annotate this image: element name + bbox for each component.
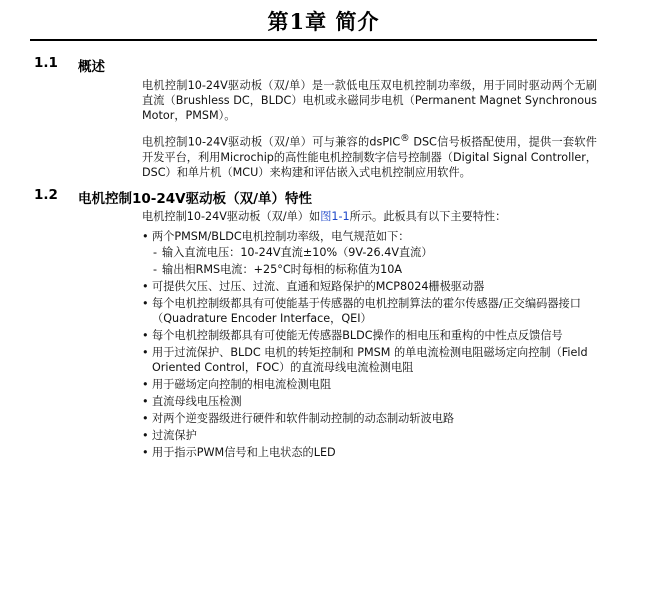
intro-text-1: 电机控制10-24V驱动板（双/单）如 [142,210,321,223]
features-intro [142,209,597,224]
sub-list-item: - 输入直流电压：10-24V直流±10%（9V-26.4V直流） [152,245,597,260]
sub-list-item: - 输出相RMS电流：+25°C时每相的标称值为10A [152,262,597,277]
overview-paragraph-1: 电机控制10-24V驱动板（双/单）是一款低电压双电机控制功率级，用于同时驱动两个无刷直流（Brushless DC，BLDC）电机或永磁同步电机（Permanent Magnet Synchronous Motor，PMSM）。 [142,79,597,122]
p2-text-1: 电机控制10-24V驱动板（双/单）可与兼容的dsPIC [142,135,401,149]
figure-link[interactable]: 图1-1 [320,210,350,223]
intro-text-2: 所示。此板具有以下主要特性： [349,210,507,223]
list-item: • 直流母线电压检测 [142,394,597,409]
section-1-1-body [142,78,597,188]
section-title: 概述 [78,59,105,75]
chapter-title: 第1章 简介 [267,9,380,34]
overview-paragraph-2 [142,131,597,180]
feature-text: 两个PMSM/BLDC电机控制功率级，电气规范如下： [152,230,410,243]
section-1-2-body [142,209,597,462]
list-item: • 可提供欠压、过压、过流、直通和短路保护的MCP8024栅极驱动器 [142,279,597,294]
list-item: • 每个电机控制级都具有可使能基于传感器的电机控制算法的霍尔传感器/正交编码器接口（Quadrature Encoder Interface，QEI） [142,296,597,326]
list-item [142,229,597,277]
p2-text-2: DSC信号板搭配使用，提供一套软件开发平台，利用Microchip的高性能电机控制数字信号控制器（Digital Signal Controller，DSC）和单片机（MCU）来构建和评估嵌入式电机控制应用软件。 [142,135,597,179]
list-item: • 对两个逆变器级进行硬件和软件制动控制的动态制动斩波电路 [142,411,597,426]
registered-mark: ® [400,133,410,144]
list-item: • 过流保护 [142,428,597,443]
list-item: • 用于过流保护、BLDC 电机的转矩控制和 PMSM 的单电流检测电阻磁场定向控制（Field Oriented Control，FOC）的直流母线电流检测电阻 [142,345,597,375]
section-title: 电机控制10-24V驱动板（双/单）特性 [78,191,313,207]
list-item: • 用于指示PWM信号和上电状态的LED [142,445,597,460]
section-number: 1.1 [34,55,58,71]
section-number: 1.2 [34,187,58,203]
list-item: • 用于磁场定向控制的相电流检测电阻 [142,377,597,392]
list-item: • 每个电机控制级都具有可使能无传感器BLDC操作的相电压和重构的中性点反馈信号 [142,328,597,343]
chapter-rule [30,39,597,41]
feature-list [142,229,597,460]
sub-list [152,245,597,277]
